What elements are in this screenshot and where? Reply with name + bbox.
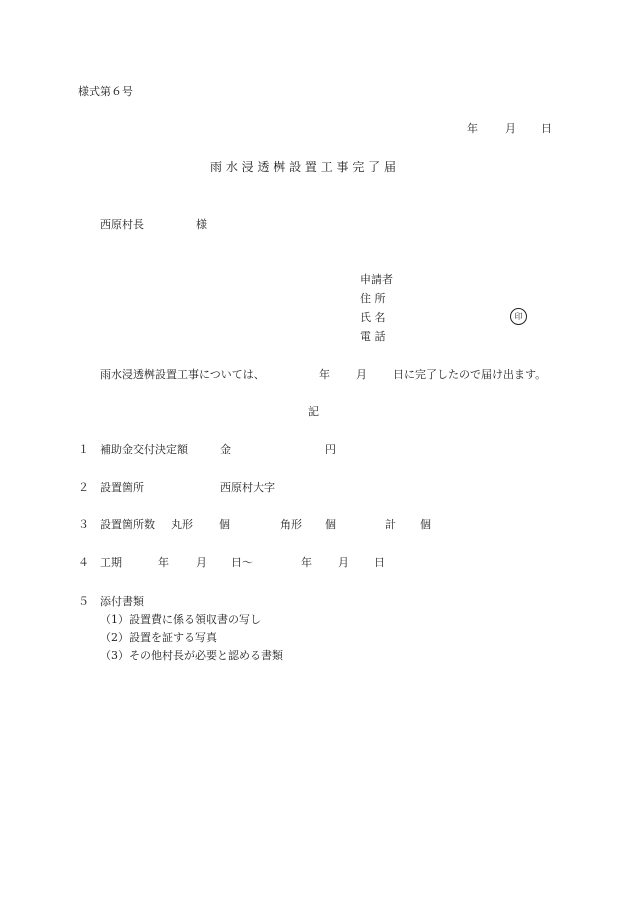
date-year-label: 年	[467, 122, 478, 135]
item4-start-month: 月	[196, 556, 207, 569]
item3-round-unit: 個	[219, 518, 230, 531]
document-title: 雨 水 浸 透 桝 設 置 工 事 完 了 届	[210, 160, 396, 174]
item4-number: ４	[78, 556, 89, 569]
date-day-label: 日	[541, 122, 552, 135]
body-text-end: 日に完了したので届け出ます。	[393, 368, 547, 381]
item2-value: 西原村大字	[220, 481, 275, 494]
ki-heading: 記	[308, 405, 319, 418]
attached-document-item: （3）その他村長が必要と認める書類	[100, 649, 283, 662]
addressee-honorific: 様	[196, 218, 207, 231]
applicant-phone-label: 電 話	[360, 330, 386, 343]
seal-mark: 印	[510, 308, 527, 325]
item3-square-unit: 個	[325, 518, 336, 531]
item3-total-label: 計	[385, 518, 396, 531]
item3-round-label: 丸形	[171, 518, 193, 531]
item5-label: 添付書類	[100, 595, 144, 608]
item4-end-year: 年	[301, 556, 312, 569]
item4-end-day: 日	[374, 556, 385, 569]
date-month-label: 月	[505, 122, 516, 135]
item4-start-year: 年	[158, 556, 169, 569]
item2-number: ２	[78, 481, 89, 494]
item1-unit: 円	[325, 443, 336, 456]
item3-total-unit: 個	[420, 518, 431, 531]
addressee-name: 西原村長	[100, 218, 144, 231]
item1-number: １	[78, 443, 89, 456]
body-year-label: 年	[319, 368, 330, 381]
item4-start-day: 日～	[231, 556, 253, 569]
form-number: 様式第６号	[78, 85, 133, 98]
item1-prefix: 金	[220, 443, 231, 456]
attached-document-item: （1）設置費に係る領収書の写し	[100, 613, 261, 626]
applicant-name-label: 氏 名	[360, 311, 386, 324]
body-text-start: 雨水浸透桝設置工事については、	[100, 368, 265, 381]
item5-number: ５	[78, 595, 89, 608]
applicant-address-label: 住 所	[360, 292, 386, 305]
item4-label: 工期	[100, 556, 122, 569]
item4-end-month: 月	[338, 556, 349, 569]
body-month-label: 月	[356, 368, 367, 381]
item2-label: 設置箇所	[100, 481, 144, 494]
item1-label: 補助金交付決定額	[100, 443, 188, 456]
applicant-label: 申請者	[360, 273, 393, 286]
attached-document-item: （2）設置を証する写真	[100, 631, 217, 644]
item3-number: ３	[78, 518, 89, 531]
item3-label: 設置箇所数	[100, 518, 155, 531]
item3-square-label: 角形	[280, 518, 302, 531]
